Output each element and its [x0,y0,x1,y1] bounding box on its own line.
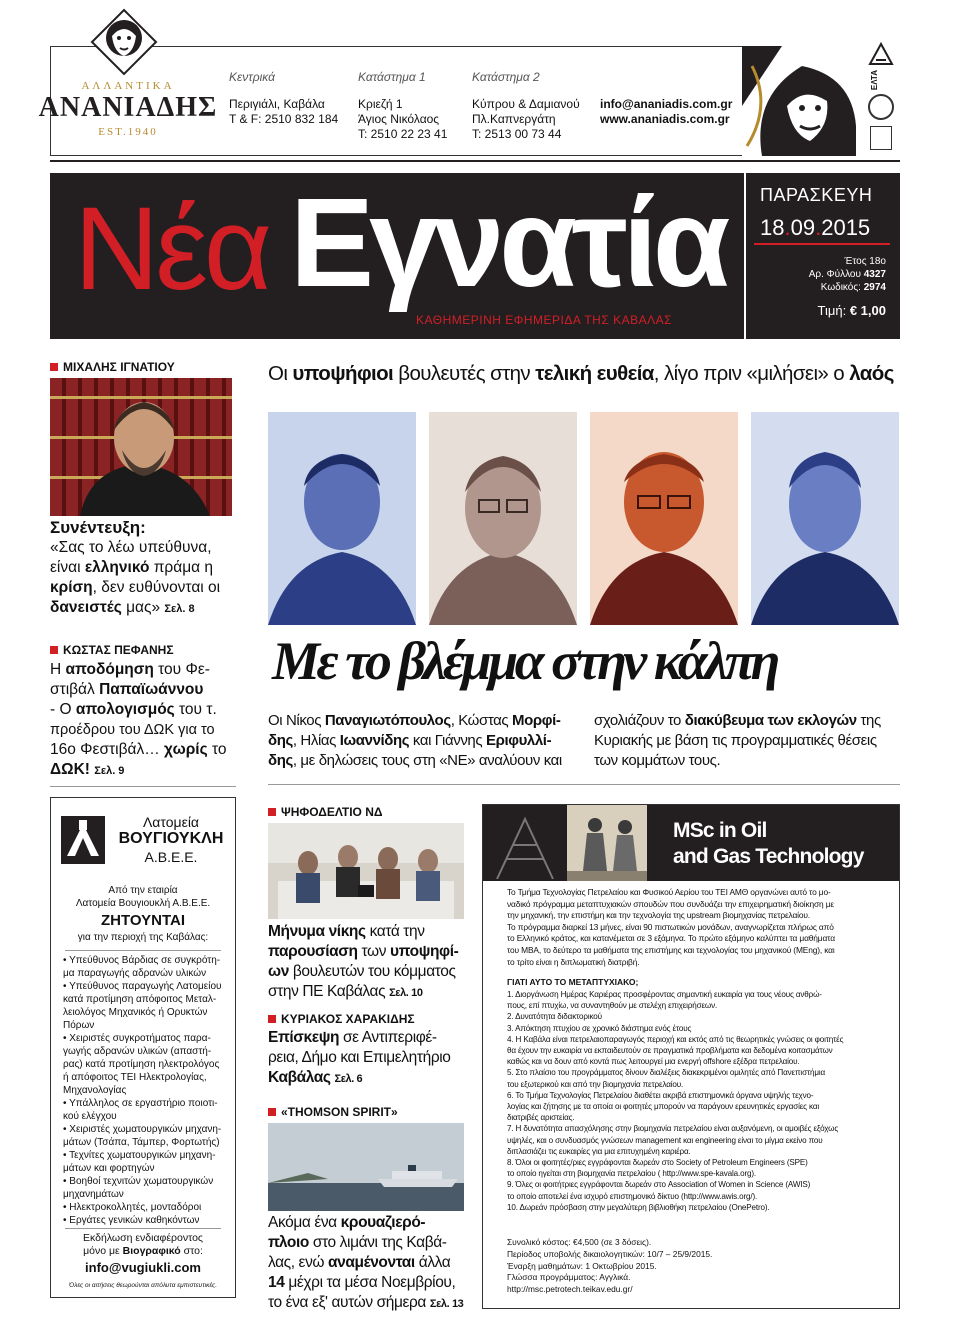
brand-line2: ΑΝΑΝΙΑΔΗΣ [38,92,218,123]
main-body-col1: Οι Νίκος Παναγιωτόπουλος, Κώστας Μορφί- δης, Ηλίας Ιωαννίδης και Γιάννης Εριφυλλί- δης, με δηλώσεις τους στη «ΝΕ» αναλύουν και [268,712,562,769]
msc-point-line: του εξωτερικού και από την βιομηχανία πετρελαίου. [507,1079,684,1089]
ad-item-line: μάτων και φορτηγών [63,1163,155,1174]
code-label: Κωδικός: [820,282,861,293]
vougiouklis-l2: ΒΟΥΓΙΟΥΚΛΗ [118,830,224,847]
vougiouklis-logo-icon [61,816,105,864]
ad-item-line: • Βοηθοί τεχνιτών χωματουργικών [63,1176,214,1187]
msc-footer-line: Περίοδος υποβολής δικαιολογητικών: 10/7 – 25/9/2015. [507,1248,713,1259]
msc-point-line: το οποίο ηγείται στη βιομηχανία πετρελαίου ( http://www.spe-kavala.org). [507,1169,756,1179]
ad-item-line: • Υπεύθυνος παραγωγής Λατομείου [63,981,222,992]
ad-item-line: • Υπάλληλος σε εργαστήριο ποιοτι- [63,1098,218,1109]
date-month: 09 [790,215,816,240]
ad-col-2 [358,70,447,142]
main-kicker: Οι υποψήφιοι βουλευτές στην τελική ευθεία, λίγο πριν «μιλήσει» ο λαός [268,362,894,385]
msc-point-line: καθώς και να δουν από κοντά πως λειτουργεί μια ενεργή offshore εξέδρα πετρελαίου. [507,1057,800,1067]
code-line [809,281,886,294]
msc-footer-line: http://msc.petrotech.teikav.edu.gr/ [507,1284,633,1295]
section-nd-ballot: ΨΗΦΟΔΕΛΤΙΟ ΝΔ [268,805,383,819]
ad-from: Από την εταιρία Λατομεία Βουγιουκλή Α.Β.Ε.Ε. [75,885,211,909]
interview-q3: κρίση, δεν ευθύνονται οι [50,579,221,596]
vougiouklis-l1: Λατομεία [142,814,200,830]
col3-l1: Κύπρου & Δαμιανού [472,97,580,111]
msc-point-line: 9. Όλες οι φοιτήτριες εγγράφονται δωρεάν στο Association of Women in Science (AWIS) [507,1180,811,1190]
main-body-col2: σχολιάζουν το διακύβευμα των εκλογών της Κυριακής με βάση τις προγραμματικές θέσεις των κομμάτων τους. [594,712,881,769]
msc-point-line: 8. Όλοι οι φοιτητές/ριες εγγράφονται δωρεάν στο Society of Petroleum Engineers (SPE) [507,1158,808,1168]
charakidis-text: Επίσκεψη σε Αντιπεριφέ- ρεια, Δήμο και Επιμελητήριο Καβάλας Σελ. 6 [268,1029,451,1086]
price-line [818,303,886,318]
thomson-text: Ακόμα ένα κρουαζιερό- πλοιο στο λιμάνι της Καβά- λας, ενώ αναμένονται άλλα 14 μέχρι τα μέσα Νοεμβρίου, το ένα εξ' αυτών σήμερα Σελ. 13 [268,1214,464,1311]
msc-point-line: 10. Δωρεάν πρόσβαση στην μεγαλύτερη βιβλιοθήκη πετρελαίου (OnePetro). [507,1202,770,1212]
msc-intro-line: την μηχανική, την επιστήμη και την τεχνολογία της upstream βιομηχανίας πετρελαίου. [507,910,810,921]
ad-item-line: • Χειριστές συγκροτήματος παρα- [63,1033,211,1044]
col2-l2: Άγιος Νικόλαος [358,112,440,126]
issue-line [809,268,886,281]
ad-item-line: γωγής αδρανών υλικών (απαστή- [63,1046,212,1057]
msc-intro-line: ναδικό πρόγραμμα μεταπτυχιακών σπουδών που συνδυάζει την επιχειρηματική διοίκηση με [507,898,834,909]
ad-item-line: Μηχανολογίας [63,1085,127,1096]
date-day: 18 [760,215,785,240]
msc-point-line: θα έχουν την ευκαιρία να εκπαιδευτούν σε πραγματικά προβλήματα και δεδομένα κοιτασμάτων [507,1046,833,1056]
ad-item-line: • Τεχνίτες χωματουργικών μηχανη- [63,1150,216,1161]
issue-no: 4327 [863,269,886,280]
msc-ad [482,804,900,1309]
ad-col-4 [600,97,732,127]
msc-intro-line: Το πρόγραμμα διαρκεί 13 μήνες, είναι 90 πιστωτικών μονάδων, αναγνωρίζεται πλήρως από [507,921,834,932]
interview-label: Συνέντευξη: [50,518,146,537]
ad-email[interactable]: info@ananiadis.com.gr [600,97,733,111]
msc-point-line: υψηλές, και ο συνδυασμός γνώσεων management και engineering είναι το μίγμα εκείνο που [507,1135,823,1145]
main-rule [268,784,900,785]
candidate-photo-3 [590,412,738,625]
ad-item-line: • Ηλεκτροκολλητές, μονταδόροι [63,1202,202,1213]
msc-point-line: 7. Η δυνατότητα απασχόλησης στην βιομηχανία πετρελαίου είναι αυξανόμενη, οι αμοιβές εξόχως [507,1124,839,1134]
col2-l3: T: 2510 22 23 41 [358,127,448,141]
msc-intro-line: το Ελληνικό κράτος, και κατανέμεται σε 3 εξάμηνα. Το πρώτο εξάμηνο καλύπτει τα μαθήματα [507,933,835,944]
main-headline: Με το βλέμμα στην κάλπη [272,631,777,691]
interview-q4: δανειστές μας» Σελ. 8 [50,599,195,616]
msc-point-line: λογίας και ζήτησης με τα οποία οι φοιτητές μπορούν να παράγουν ερευνητικές εργασίες και [507,1102,820,1112]
msc-point-line: 5. Στο πλαίσιο του προγράμματος δίνουν διαλέξεις διακεκριμένοι ομιλητές από Πανεπιστήμια [507,1068,826,1078]
msc-point-line: 6. Το Τμήμα Τεχνολογίας Πετρελαίου διαθέτει ακριβά επιστημονικά όργανα υψηλής τεχνο- [507,1090,814,1100]
pefanis-article [50,643,236,781]
msc-points [507,989,889,1213]
masthead-subtitle: ΚΑΘΗΜΕΡΙΝΗ ΕΦΗΜΕΡΙΔΑ ΤΗΣ ΚΑΒΑΛΑΣ [416,313,673,327]
msc-footer-line: Συνολικό κόστος: €4,500 (σε 3 δόσεις). [507,1237,652,1247]
price-value: € 1,00 [849,303,886,318]
day-label: ΠΑΡΑΣΚΕΥΗ [760,185,873,205]
ad-item-line: μάτων (Τσάπα, Τάμπερ, Φορτωτής) [63,1137,220,1148]
vougiouklis-ad [50,797,236,1298]
cruise-ship-photo [268,1123,464,1211]
elta-logo-icon [866,40,896,70]
ad-area: για την περιοχή της Καβάλας: [77,932,209,943]
interview-q2: είναι ελληνικό πράμα η [50,559,214,576]
ad-website[interactable]: www.ananiadis.com.gr [600,112,730,126]
ad-item-line: κατά προτίμηση απόφοιτος Μεταλ- [63,994,217,1005]
candidate-photo-1 [268,412,416,625]
code-no: 2974 [863,282,886,293]
author-pefanis: ΚΩΣΤΑΣ ΠΕΦΑΝΗΣ [50,643,236,657]
postal-box-icon [870,126,892,150]
issue-details [809,255,886,294]
postal-seal-icon [868,94,894,120]
date-year: 2015 [821,215,871,240]
msc-footer-line: Γλώσσα προγράμματος: Αγγλικά. [507,1272,631,1283]
ananiadis-logo [90,8,158,76]
issue-label: Αρ. Φύλλου [808,269,861,280]
brand-line3: EST.1940 [98,126,158,138]
ad-send: Εκδήλωση ενδιαφέροντος μόνο με Βιογραφικό στο: [83,1232,203,1257]
msc-point-line: διπλασιάζει τις ευκαιρίες για μια επιτυχημένη καριέρα. [507,1146,691,1156]
section-charakidis: ΚΥΡΙΑΚΟΣ ΧΑΡΑΚΙΔΗΣ [268,1012,415,1026]
ad-note: Όλες οι αιτήσεις θεωρούνται απόλυτα εμπιστευτικές. [68,1282,218,1289]
col3-l3: T: 2513 00 73 44 [472,127,562,141]
msc-point-line: 4. Η Καβάλα είναι πετρελαιοπαραγωγός περιοχή και εκτός από τις θεωρητικές γνώσεις οι φοιτητές [507,1034,844,1044]
interview-q1: «Σας το λέω υπεύθυνα, [50,539,212,556]
section-thomson-spirit: «THOMSON SPIRIT» [268,1105,398,1119]
nd-presentation-photo [268,823,464,919]
masthead [50,173,744,339]
lion-image [742,46,856,156]
masthead-info [746,173,900,339]
msc-point-line: διατριβές αριστείας. [507,1113,575,1123]
col1-l2: T & F: 2510 832 184 [229,112,339,126]
top-rule [50,160,900,162]
msc-point-line: το οποίο αποτελεί ένα ισχυρό επιστημονικό δίκτυο (http://www.awis.org/). [507,1191,758,1201]
ad-item-line: λειολόγος Μηχανικός ή Ορυκτών [63,1007,208,1018]
ignatiou-photo [50,378,232,516]
msc-point-line: 3. Απόκτηση πτυχίου σε χρονικό διάστημα ενός έτους [507,1023,692,1033]
brand-line1: ΑΛΛΑΝΤΙΚΑ [81,80,175,92]
msc-intro-line: του MBA, το δεύτερο τα μαθήματα της επιστήμης και τεχνολογίας του μηχανικού (MEng), και [507,944,835,955]
nd-ballot-text: Μήνυμα νίκης κατά την παρουσίαση των υποψηφί- ων βουλευτών του κόμματος στην ΠΕ Καβάλας Σελ. 10 [268,923,459,1000]
vougiouklis-l3: Α.Β.Ε.Ε. [144,849,198,865]
year-label: Έτος 18ο [844,256,886,267]
col3-title: Κατάστημα 2 [472,70,540,84]
msc-title-1: MSc in Oil [673,819,767,842]
ad-item-line: κού ελέγχου [63,1111,117,1122]
ad-col-1 [229,70,338,127]
msc-point-line: πους, επί πτυχίω, να συναντηθούν με στελέχη επιχειρήσεων. [507,1001,718,1011]
col2-title: Κατάστημα 1 [358,70,426,84]
msc-point-line: 2. Δυνατότητα διδακτορικού [507,1012,602,1022]
interview-text [50,518,236,619]
ad-wanted: ΖΗΤΟΥΝΤΑΙ [100,912,186,929]
price-label: Τιμή: [817,303,847,318]
msc-why: ΓΙΑΤΙ ΑΥΤΟ ΤΟ ΜΕΤΑΠΤΥΧΙΑΚΟ; [507,977,639,987]
ad-item-line: ή απόφοιτος ΤΕΙ Ηλεκτρολογίας, [63,1072,207,1083]
ad-items-rule [65,1228,221,1229]
top-ad [38,8,856,156]
date-dot-1: . [784,215,791,240]
col3-l2: Πλ.Καπνεργάτη [472,112,556,126]
ad-item-line: μα παραγωγής αδρανών υλικών [63,968,207,979]
msc-intro-line: το τρίτο είναι η διπλωματική διατριβή. [507,956,640,967]
ad-item-line: • Χειριστές χωματουργικών μηχανη- [63,1124,222,1135]
date-underline [754,243,890,245]
title-egnatia: Εγνατία [290,172,726,313]
author-ignatiou: ΜΙΧΑΛΗΣ ΙΓΝΑΤΙΟΥ [50,360,236,374]
date-value [760,215,870,241]
date-dot-2: . [815,215,822,240]
msc-title-2: and Gas Technology [673,845,864,868]
left-column [50,360,236,374]
col1-l1: Περιγιάλι, Καβάλα [229,97,325,111]
elta-label: ΕΛΤΑ [870,70,879,91]
postal-marks [862,40,900,152]
ad-email-vugiukli[interactable]: info@vugiukli.com [85,1260,201,1275]
msc-side-art [487,809,563,879]
msc-point-line: 1. Διοργάνωση Ημέρας Καριέρας προσφέροντας σημαντική ευκαιρία για τους νέους ανθρώ- [507,990,822,999]
msc-art [567,805,647,881]
col2-l1: Κριεζή 1 [358,97,403,111]
col1-title: Κεντρικά [229,70,276,84]
msc-footer-line: Έναρξη μαθημάτων: 1 Οκτωβρίου 2015. [507,1260,657,1271]
ad-area-rule [65,950,221,951]
title-nea: Νέα [74,183,269,315]
ad-item-line: Πόρων [63,1020,95,1031]
pefanis-text: Η αποδόμηση του Φε- στιβάλ Παπαϊωάννου - Ο απολογισμός του τ. προέδρου του ΔΩΚ για το 16ο Φεστιβάλ… χωρίς το ΔΩΚ! Σελ. 9 [50,661,227,778]
ad-item-line: ρας) κατά προτίμηση ηλεκτρολόγος [63,1059,220,1070]
ad-item-line: μηχανημάτων [63,1189,124,1200]
msc-footer [507,1237,887,1296]
msc-intro [507,887,887,968]
ad-item-line: • Υπεύθυνος Βάρδιας σε συγκρότη- [63,955,221,966]
ad-col-3 [472,70,580,142]
candidate-photo-4 [751,412,899,625]
ad-items [63,954,225,1227]
msc-intro-line: Το Τμήμα Τεχνολογίας Πετρελαίου και Φυσικού Αερίου του ΤΕΙ ΑΜΘ οργανώνει αυτό το μο- [507,887,831,897]
left-rule [50,786,236,787]
candidate-photo-2 [429,412,577,625]
ad-item-line: • Εργάτες γενικών καθηκόντων [63,1215,200,1226]
